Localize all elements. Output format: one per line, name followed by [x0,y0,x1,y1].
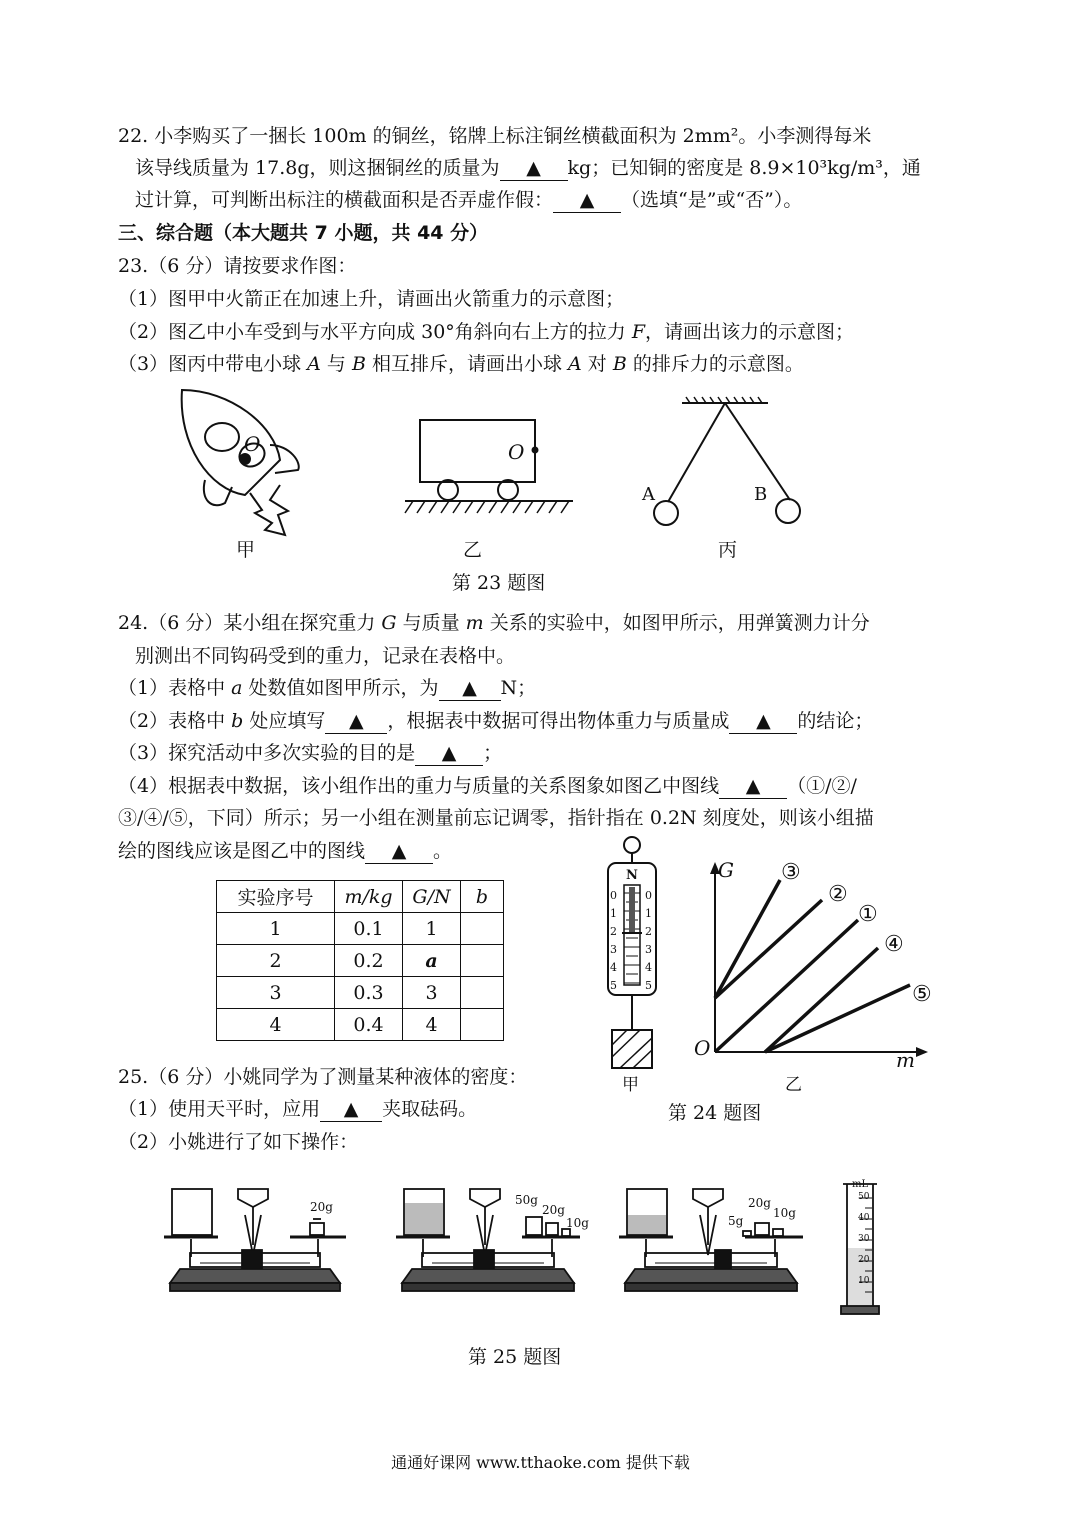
footer-credit: 通通好课网 www.tthaoke.com 提供下载 [391,1453,690,1472]
section-heading: 三、综合题（本大题共 7 小题，共 44 分） [118,222,489,244]
q22-line3: 过计算，可判断出标注的横截面积是否弄虚作假： ▲ （选填“是”或“否”）。 [135,189,803,211]
table-cell: 1 [217,913,335,945]
caption-yi: 乙 [463,539,483,561]
data-table [216,880,504,1041]
table-cell: 4 [403,1009,461,1041]
axis-x-label: m [896,1048,915,1072]
q22-line1: 22. 小李购买了一捆长 100m 的铜丝，铭牌上标注铜丝横截面积为 2mm²。小李测得每米 [118,125,872,147]
blank-mark: ▲ [553,189,621,213]
blank-mark: ▲ [439,677,501,701]
caption-yi: 乙 [785,1075,802,1095]
q24-head: 24.（6 分）某小组在探究重力 G 与质量 m 关系的实验中，如图甲所示，用弹簧测力计分 [118,612,870,634]
weight-label: 10g [566,1216,589,1230]
table-cell: 3 [403,977,461,1009]
q24-item3: （3）探究活动中多次实验的目的是 ▲ ； [118,742,503,764]
q24-item1: （1）表格中 a 处数值如图甲所示，为 ▲ N； [118,677,537,699]
q25-head: 25.（6 分）小姚同学为了测量某种液体的密度： [118,1066,528,1088]
table-cell [461,945,504,977]
cylinder-tick: 30 [858,1234,870,1244]
weight-label: 20g [542,1203,565,1217]
line-label-5: ⑤ [912,982,932,1007]
axis-y-label: G [718,858,734,882]
weight-label: 20g [748,1196,771,1210]
table-cell: 3 [217,977,335,1009]
weight-label: 5g [728,1214,744,1228]
table-cell: 4 [217,1009,335,1041]
table-row [217,1009,504,1041]
scale-ticks-right: 0 1 2 3 4 5 [645,889,652,992]
cart-figure [405,415,575,525]
balance-figure-3 [615,1185,810,1300]
table-cell [461,1009,504,1041]
table-cell: 0.4 [335,1009,403,1041]
g-m-graph [700,860,930,1060]
blank-mark: ▲ [325,710,387,734]
origin-label: O [694,1036,711,1060]
weight-label: 50g [515,1193,538,1207]
blank-mark: ▲ [320,1098,382,1122]
table-cell [461,977,504,1009]
weight-label: 20g [310,1200,333,1214]
table-cell: 0.1 [335,913,403,945]
line-label-4: ④ [884,932,904,957]
q24-item4: （4）根据表中数据，该小组作出的重力与质量的关系图象如图乙中图线 ▲ （①/②/ [118,775,857,797]
scale-unit: N [626,868,638,883]
q25-item1: （1）使用天平时，应用 ▲ 夹取砝码。 [118,1098,478,1120]
q23-item2: （2）图乙中小车受到与水平方向成 30°角斜向右上方的拉力 F，请画出该力的示意图； [118,321,855,343]
line-label-1: ① [858,902,878,927]
table-cell: a [403,945,461,977]
table-cell: 2 [217,945,335,977]
pendulum-figure [640,395,810,530]
table-row [217,945,504,977]
q24-item2: （2）表格中 b 处应填写 ▲ ，根据表中数据可得出物体重力与质量成 ▲ 的结论； [118,710,874,732]
label-o: O [508,440,525,464]
blank-mark: ▲ [415,742,483,766]
table-row [217,913,504,945]
figure-caption: 第 25 题图 [468,1346,562,1368]
table-header-cell: G/N [403,881,461,913]
table-header-cell: 实验序号 [217,881,335,913]
figure-caption: 第 24 题图 [668,1102,762,1124]
table-cell: 0.2 [335,945,403,977]
table-cell: 0.3 [335,977,403,1009]
q22-line2: 该导线质量为 17.8g，则这捆铜丝的质量为 ▲ kg；已知铜的密度是 8.9×10³kg/m³，通 [135,157,921,179]
cylinder-tick: 10 [858,1276,870,1286]
q24-head2: 别测出不同钩码受到的重力，记录在表格中。 [135,645,516,667]
cylinder-tick: 20 [858,1255,870,1265]
q24-item4-line2: ③/④/⑤，下同）所示；另一小组在测量前忘记调零，指针指在 0.2N 刻度处，则该小组描 [118,807,874,829]
table-cell [461,913,504,945]
cylinder-tick: 50 [858,1192,870,1202]
label-b: B [754,484,768,505]
cylinder-unit: mL [852,1179,869,1190]
table-header-row [217,881,504,913]
cylinder-tick: 40 [858,1213,870,1223]
scale-ticks-left: 0 1 2 3 4 5 [610,889,617,992]
figure-caption: 第 23 题图 [452,572,546,594]
q25-item2: （2）小姚进行了如下操作： [118,1131,359,1153]
line-label-2: ② [828,882,848,907]
label-o: O [244,432,261,456]
rocket-figure [170,385,320,545]
blank-mark: ▲ [500,157,568,181]
blank-mark: ▲ [729,710,797,734]
caption-jia: 甲 [622,1075,639,1095]
q23-item3: （3）图丙中带电小球 A 与 B 相互排斥，请画出小球 A 对 B 的排斥力的示意图。 [118,353,804,375]
q23-item1: （1）图甲中火箭正在加速上升，请画出火箭重力的示意图； [118,288,625,310]
q24-item4-line3: 绘的图线应该是图乙中的图线 ▲ 。 [118,840,453,862]
table-header-cell: m/kg [335,881,403,913]
blank-mark: ▲ [365,840,433,864]
caption-bing: 丙 [718,539,738,561]
line-label-3: ③ [781,860,801,885]
weight-label: 10g [773,1206,796,1220]
q23-head: 23.（6 分）请按要求作图： [118,255,357,277]
table-cell: 1 [403,913,461,945]
table-header-cell: b [461,881,504,913]
table-row [217,977,504,1009]
label-a: A [642,484,655,505]
blank-mark: ▲ [719,775,787,799]
caption-jia: 甲 [236,539,256,561]
